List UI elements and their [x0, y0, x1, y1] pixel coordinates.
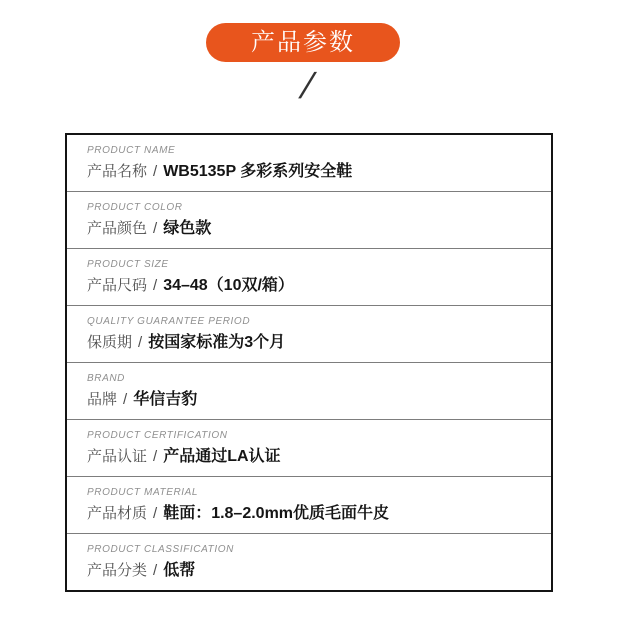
row-separator: /: [153, 562, 158, 579]
table-row: [67, 533, 551, 590]
row-label-en: QUALITY GUARANTEE PERIOD: [87, 316, 251, 327]
row-label-zh: 保质期: [87, 334, 133, 351]
section-title-banner: [206, 23, 400, 62]
row-label-zh: 产品分类: [87, 562, 148, 579]
row-label-en: PRODUCT CERTIFICATION: [87, 430, 228, 441]
row-value: 34–48（10双/箱）: [163, 277, 294, 294]
row-label-zh: 产品颜色: [87, 220, 148, 237]
row-value: 鞋面：1.8–2.0mm优质毛面牛皮: [163, 505, 390, 522]
table-row: [67, 362, 551, 419]
spec-table: [65, 133, 553, 592]
row-separator: /: [153, 505, 158, 522]
row-label-en: PRODUCT NAME: [87, 145, 176, 156]
row-label-zh: 产品认证: [87, 448, 148, 465]
row-value: 按国家标准为3个月: [148, 334, 286, 351]
row-line: [87, 332, 541, 353]
row-value: 绿色款: [163, 220, 212, 237]
row-value: 产品通过LA认证: [163, 448, 281, 465]
row-line: [87, 446, 541, 467]
table-row: [67, 476, 551, 533]
row-label-en: PRODUCT MATERIAL: [87, 487, 199, 498]
row-separator: /: [123, 391, 128, 408]
table-row: [67, 419, 551, 476]
row-label-en: BRAND: [87, 373, 126, 384]
row-label-en: PRODUCT COLOR: [87, 202, 183, 213]
row-line: [87, 389, 541, 410]
row-value: WB5135P 多彩系列安全鞋: [163, 163, 353, 180]
section-title: 产品参数: [251, 28, 355, 56]
table-row: [67, 135, 551, 191]
row-line: [87, 275, 541, 296]
row-value: 低帮: [163, 562, 196, 579]
table-row: [67, 191, 551, 248]
table-row: [67, 248, 551, 305]
row-label-zh: 产品尺码: [87, 277, 148, 294]
row-separator: /: [153, 277, 158, 294]
row-label-zh: 品牌: [87, 391, 118, 408]
row-line: [87, 503, 541, 524]
row-label-zh: 产品材质: [87, 505, 148, 522]
table-row: [67, 305, 551, 362]
row-label-en: PRODUCT CLASSIFICATION: [87, 544, 234, 555]
row-value: 华信吉豹: [133, 391, 198, 408]
row-label-en: PRODUCT SIZE: [87, 259, 169, 270]
row-separator: /: [138, 334, 143, 351]
row-separator: /: [153, 448, 158, 465]
row-label-zh: 产品名称: [87, 163, 148, 180]
row-separator: /: [153, 163, 158, 180]
row-line: [87, 161, 541, 182]
row-line: [87, 560, 541, 581]
row-separator: /: [153, 220, 158, 237]
slash-divider: /: [299, 65, 315, 106]
row-line: [87, 218, 541, 239]
